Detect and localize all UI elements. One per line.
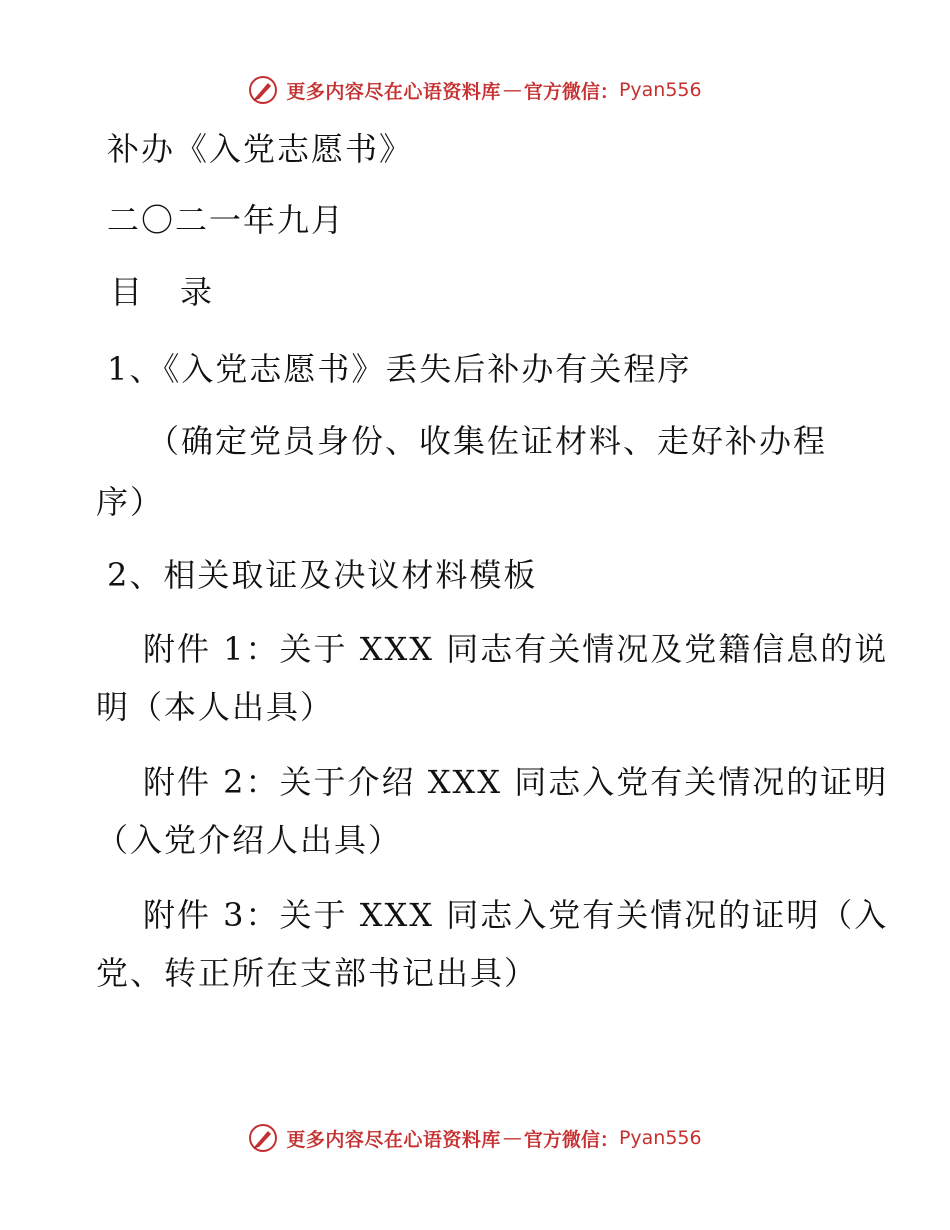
attachment-3: 附件 3：关于 XXX 同志入党有关情况的证明（入	[143, 896, 889, 934]
document-date: 二〇二一年九月	[107, 201, 346, 239]
watermark-header	[0, 70, 950, 110]
watermark-separator: —	[502, 1127, 522, 1149]
watermark-wechat-id: Pyan556	[618, 1127, 702, 1149]
watermark-footer	[0, 1118, 950, 1158]
toc-item-1: 1、《入党志愿书》丢失后补办有关程序	[107, 350, 692, 388]
attachment-1-cont: 明（本人出具）	[96, 688, 335, 726]
watermark-wechat-label: 官方微信：	[523, 80, 619, 103]
attachment-2-cont: （入党介绍人出具）	[96, 821, 403, 859]
toc-item-2: 2、相关取证及决议材料模板	[107, 556, 538, 594]
toc-item-1-subtitle: （确定党员身份、收集佐证材料、走好补办程	[147, 422, 828, 460]
watermark-text: 更多内容尽在心语资料库	[286, 1128, 501, 1151]
attachment-2: 附件 2：关于介绍 XXX 同志入党有关情况的证明	[143, 763, 889, 801]
quill-pen-logo-icon	[248, 1123, 278, 1153]
watermark-separator: —	[502, 79, 522, 101]
attachment-1: 附件 1：关于 XXX 同志有关情况及党籍信息的说	[143, 630, 889, 668]
watermark-wechat-id: Pyan556	[618, 79, 702, 101]
quill-pen-logo-icon	[248, 75, 278, 105]
attachment-3-cont: 党、转正所在支部书记出具）	[96, 954, 539, 992]
toc-heading	[110, 272, 212, 312]
toc-item-1-subtitle-cont: 序）	[96, 483, 165, 521]
toc-heading-left: 目	[110, 273, 143, 311]
document-title: 补办《入党志愿书》	[107, 130, 414, 168]
watermark-wechat-label: 官方微信：	[523, 1128, 619, 1151]
toc-heading-right: 录	[180, 273, 213, 311]
watermark-text: 更多内容尽在心语资料库	[286, 80, 501, 103]
